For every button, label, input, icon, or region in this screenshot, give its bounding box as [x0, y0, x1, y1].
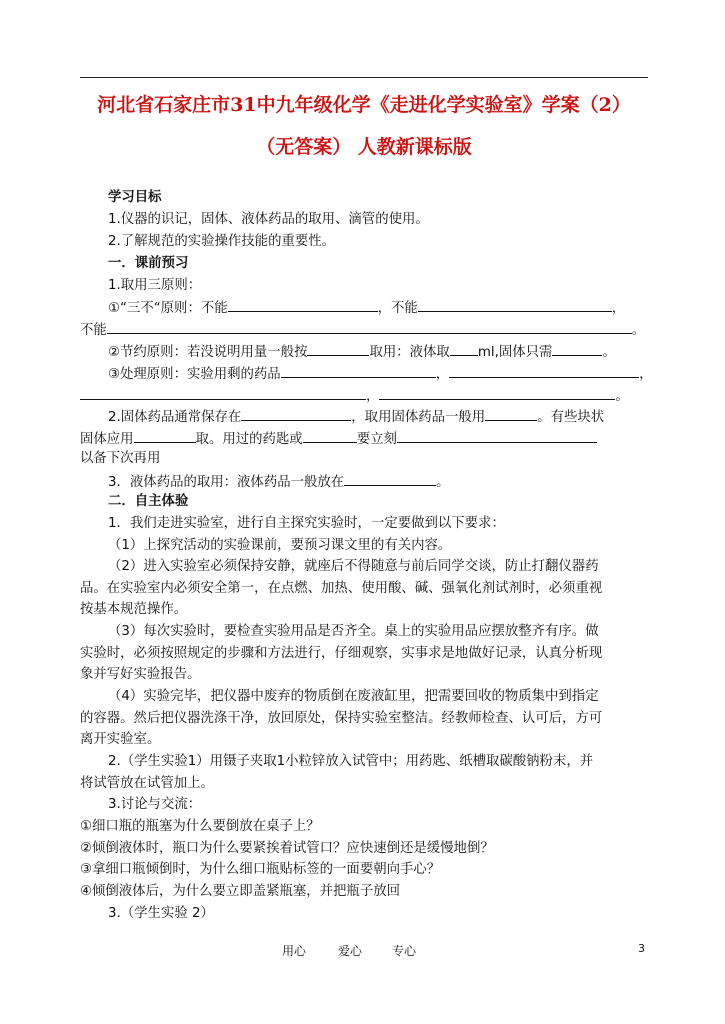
q1a-cont: 不能 [80, 323, 107, 338]
blank [303, 429, 357, 443]
q2-tail: 。有些块状 [537, 410, 605, 425]
q2-line [108, 407, 604, 427]
q1c-line: ③处理原则：实验用剩的药品 ， ， [108, 364, 652, 384]
q2-prefix: 2.固体药品通常保存在 [108, 410, 242, 425]
discussion-2: ②倾倒液体时，瓶口为什么要紧挨着试管口？应快速倒还是缓慢地倒？ [80, 841, 494, 856]
q2-line-2 [80, 429, 597, 449]
footer-text-3: 专心 [392, 944, 417, 958]
q1c-line-2: ， 。 [80, 386, 629, 406]
q1-text: 1.取用三原则： [108, 278, 202, 293]
blank [307, 342, 369, 356]
title-line-1: 河北省石家庄市31中九年级化学《走进化学实验室》学案（2） [97, 94, 631, 116]
blank [134, 429, 196, 443]
s2-p1-2-l2: 品。在实验室内必须安全第一，在点燃、加热、使用酸、碱、强氧化剂试剂时，必须重视 [80, 581, 603, 596]
s2-p1-3-l3: 象并写好实验报告。 [80, 667, 201, 682]
blank [552, 342, 602, 356]
blank [80, 386, 366, 400]
q1a-mid: ，不能 [377, 301, 418, 316]
title-line-2: （无答案） 人教新课标版 [256, 136, 472, 158]
q2-mid: ，取用固体药品一般用 [351, 410, 486, 425]
q1a-line-2: 不能 。 [80, 320, 645, 340]
q1a-prefix: ①“三不“原则：不能 [108, 301, 228, 316]
q1b-mid: 取用：液体取 [369, 345, 450, 360]
goal-item-2: 2.了解规范的实验操作技能的重要性。 [108, 234, 336, 249]
s2-p1-3-l2: 实验时，必须按照规定的步骤和方法进行，仔细观察，实事求是地做好记录，认真分析现 [80, 646, 603, 661]
s2-p3: 3.讨论与交流： [108, 797, 202, 812]
discussion-1: ①细口瓶的瓶塞为什么要倒放在桌子上？ [80, 819, 320, 834]
blank [485, 407, 537, 421]
s2-p1-1: （1）上探究活动的实验课前，要预习课文里的有关内容。 [108, 538, 452, 553]
blank [379, 386, 615, 400]
page-number: 3 [638, 942, 645, 955]
q3-prefix: 3．液体药品的取用：液体药品一般放在 [108, 475, 345, 490]
section-1-heading: 一．课前预习 [108, 256, 189, 271]
discussion-4: ④倾倒液体后，为什么要立即盖紧瓶塞，并把瓶子放回 [80, 884, 400, 899]
discussion-3: ③拿细口瓶倾倒时，为什么细口瓶贴标签的一面要朝向手心？ [80, 862, 441, 877]
blank [449, 364, 639, 378]
q1b-mid2: ml,固体只需 [477, 345, 553, 360]
s2-p1-4-l2: 的容器。然后把仪器洗涤干净，放回原处，保持实验室整洁。经教师检查、认可后，方可 [80, 711, 603, 726]
s2-p2-l1: 2.（学生实验1）用镊子夹取1小粒锌放入试管中；用药匙、纸槽取碳酸钠粉末，并 [108, 754, 594, 769]
s2-p1-4-l1: （4）实验完毕，把仪器中废弃的物质倒在废液缸里，把需要回收的物质集中到指定 [108, 689, 599, 704]
blank [344, 472, 436, 486]
footer-text-2: 爱心 [338, 944, 363, 958]
blank [281, 364, 436, 378]
blank [241, 407, 351, 421]
goal-item-1: 1.仪器的识记，固体、液体药品的取用、滴管的使用。 [108, 212, 429, 227]
q2-l2-mid: 取。用过的药匙或 [195, 432, 303, 447]
q2-l2-mid2: 要立刻 [356, 432, 397, 447]
blank [418, 298, 612, 312]
learning-goals-heading: 学习目标 [108, 190, 162, 205]
s2-p1-3-l1: （3）每次实验时，要检查实验用品是否齐全。桌上的实验用品应摆放整齐有序。做 [108, 624, 599, 639]
header-rule [80, 77, 648, 78]
s2-p1-4-l3: 离开实验室。 [80, 732, 161, 747]
blank [397, 429, 597, 443]
q1b-line: ②节约原则：若没说明用量一般按 取用：液体取 ml,固体只需 。 [108, 342, 616, 362]
s2-p1: 1．我们走进实验室，进行自主探究实验时，一定要做到以下要求： [108, 516, 505, 531]
q1c-prefix: ③处理原则：实验用剩的药品 [108, 367, 281, 382]
blank [228, 298, 378, 312]
q3-line: 3．液体药品的取用：液体药品一般放在 。 [108, 472, 450, 492]
q1b-prefix: ②节约原则：若没说明用量一般按 [108, 345, 308, 360]
q2-line-3: 以备下次再用 [80, 451, 161, 466]
blank [450, 342, 478, 356]
q1a-line: ①“三不“原则：不能 ，不能 ， [108, 298, 625, 318]
section-2-heading: 二．自主体验 [108, 494, 189, 509]
s2-p1-2-l3: 按基本规范操作。 [80, 602, 188, 617]
blank [107, 320, 632, 334]
s2-p4: 3.（学生实验 2） [108, 906, 214, 921]
footer-text-1: 用心 [282, 944, 307, 958]
s2-p2-l2: 将试管放在试管加上。 [80, 776, 214, 791]
q2-l2-prefix: 固体应用 [80, 432, 134, 447]
s2-p1-2-l1: （2）进入实验室必须保持安静，就座后不得随意与前后同学交谈，防止打翻仪器药 [108, 559, 599, 574]
